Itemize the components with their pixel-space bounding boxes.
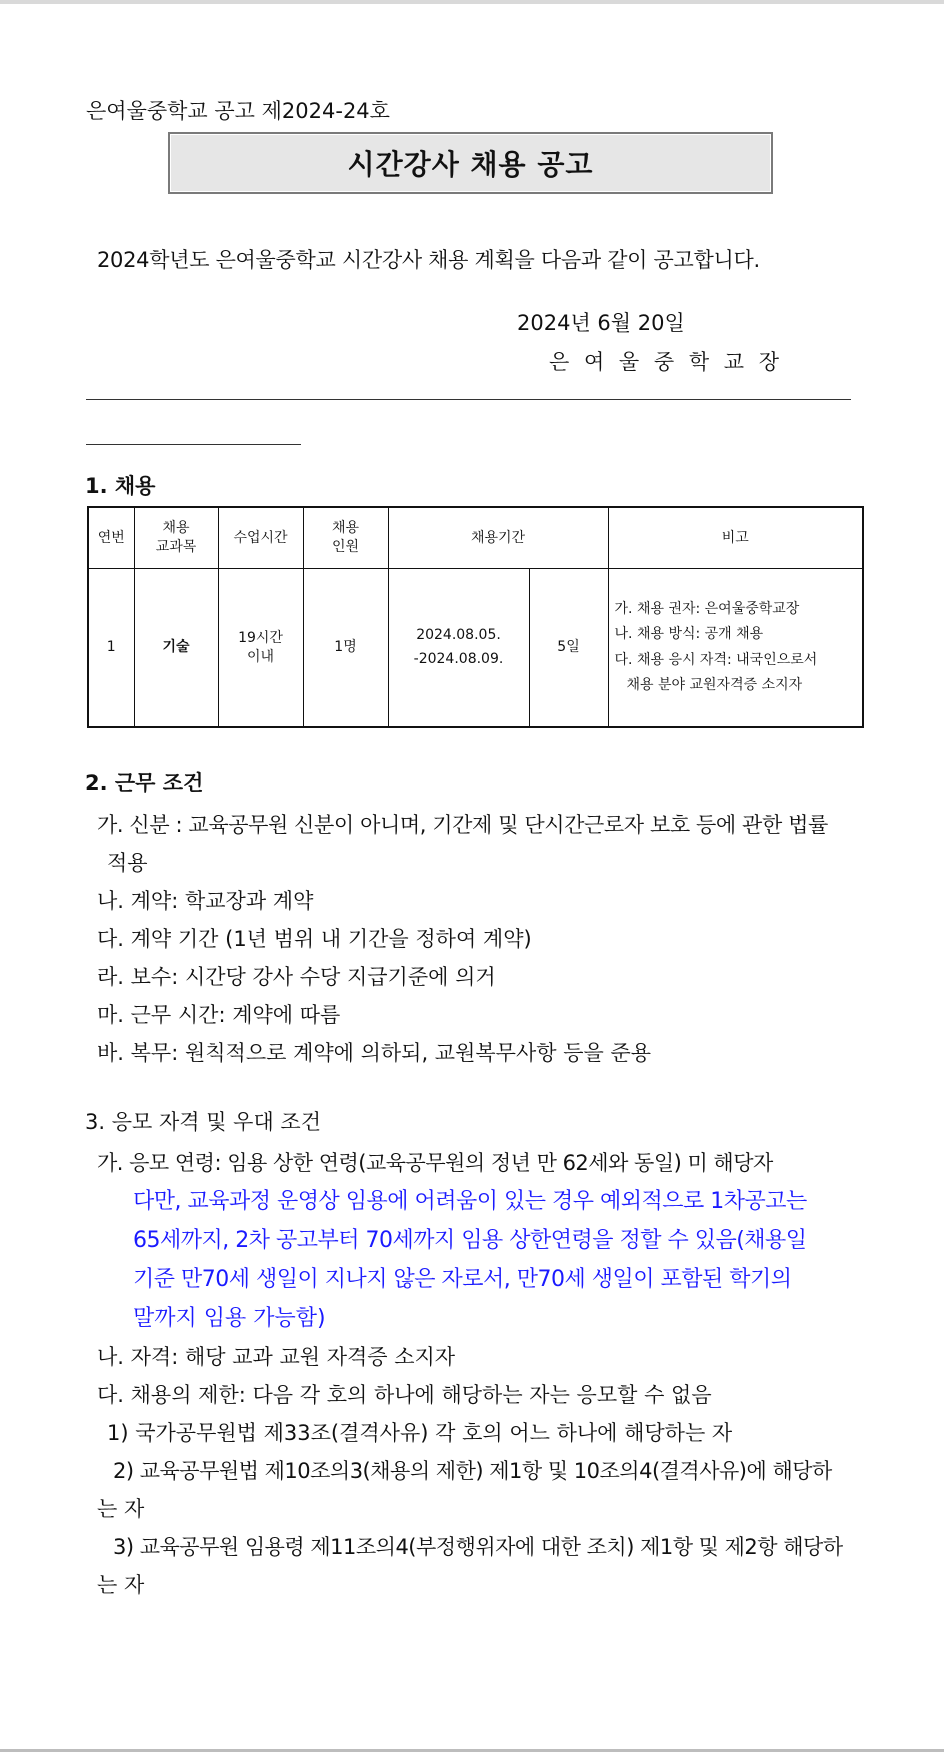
top-edge <box>0 0 944 4</box>
age-exception-line: 말까지 임용 가능함) <box>133 1306 326 1331</box>
header-note: 비고 <box>608 507 863 569</box>
header-subject-line1: 채용 <box>162 520 190 537</box>
list-item-restriction: 다. 채용의 제한: 다음 각 호의 하나에 해당하는 자는 응모할 수 없음 <box>97 1383 712 1407</box>
divider-line <box>86 399 851 400</box>
list-item: 라. 보수: 시간당 강사 수당 지급기준에 의거 <box>97 965 496 989</box>
list-item-age: 가. 응모 연령: 임용 상한 연령(교육공무원의 정년 만 62세와 동일) 미 해당자 <box>97 1151 773 1175</box>
restriction-item: 2) 교육공무원법 제10조의3(채용의 제한) 제1항 및 10조의4(결격사유)에 해당하 <box>113 1459 832 1483</box>
header-subject <box>134 507 218 569</box>
note-line: 나. 채용 방식: 공개 채용 <box>614 626 764 643</box>
cell-period-line1: 2024.08.05. <box>416 626 501 643</box>
cell-hours-line2: 이내 <box>246 648 275 665</box>
restriction-item: 1) 국가공무원법 제33조(결격사유) 각 호의 어느 하나에 해당하는 자 <box>107 1421 733 1445</box>
table-row <box>88 569 863 728</box>
hiring-table <box>87 506 864 728</box>
cell-period-line2: -2024.08.09. <box>413 650 504 667</box>
list-item: 바. 복무: 원칙적으로 계약에 의하되, 교원복무사항 등을 준용 <box>97 1041 652 1065</box>
divider-line-short <box>86 444 301 445</box>
notice-number: 은여울중학교 공고 제2024-24호 <box>86 99 390 123</box>
restriction-item: 3) 교육공무원 임용령 제11조의4(부정행위자에 대한 조치) 제1항 및 제2항 해당하 <box>113 1535 843 1559</box>
list-item: 마. 근무 시간: 계약에 따름 <box>97 1003 341 1027</box>
section-2-heading: 2. 근무 조건 <box>85 771 204 795</box>
header-subject-line2: 교과목 <box>155 539 197 555</box>
restriction-item: 는 자 <box>97 1573 145 1597</box>
intro-text: 2024학년도 은여울중학교 시간강사 채용 계획을 다음과 같이 공고합니다. <box>97 248 760 272</box>
list-item: 다. 계약 기간 (1년 범위 내 기간을 정하여 계약) <box>97 927 532 951</box>
note-line: 채용 분야 교원자격증 소지자 <box>626 676 803 693</box>
cell-count: 1명 <box>303 569 388 728</box>
header-no: 연번 <box>88 507 134 569</box>
note-line: 가. 채용 권자: 은여울중학교장 <box>614 601 800 618</box>
signature: 은 여 울 중 학 교 장 <box>549 350 784 374</box>
cell-note <box>608 569 863 728</box>
table-header-row <box>88 507 863 569</box>
cell-hours-line1: 19시간 <box>238 629 283 646</box>
restriction-item: 는 자 <box>97 1497 145 1521</box>
list-item: 나. 계약: 학교장과 계약 <box>97 889 314 913</box>
header-count-line2: 인원 <box>331 539 360 555</box>
age-exception-line: 기준 만70세 생일이 지나지 않은 자로서, 만70세 생일이 포함된 학기의 <box>133 1267 792 1292</box>
notice-date: 2024년 6월 20일 <box>517 311 685 335</box>
header-period: 채용기간 <box>388 507 608 569</box>
age-exception-line: 65세까지, 2차 공고부터 70세까지 임용 상한연령을 정할 수 있음(채용일 <box>133 1228 807 1253</box>
section-2-list <box>97 806 867 1072</box>
header-count-line1: 채용 <box>331 520 360 537</box>
cell-period <box>388 569 529 728</box>
list-item: 가. 신분 : 교육공무원 신분이 아니며, 기간제 및 단시간근로자 보호 등에 관한 법률 <box>97 813 828 837</box>
cell-days: 5일 <box>529 569 608 728</box>
header-hours: 수업시간 <box>218 507 303 569</box>
section-3-list <box>97 1144 877 1604</box>
list-item-qualification: 나. 자격: 해당 교과 교원 자격증 소지자 <box>97 1345 456 1369</box>
section-3-heading: 3. 응모 자격 및 우대 조건 <box>85 1110 321 1134</box>
cell-hours <box>218 569 303 728</box>
header-count <box>303 507 388 569</box>
cell-no: 1 <box>88 569 134 728</box>
list-item: 적용 <box>107 851 148 875</box>
page-title: 시간강사 채용 공고 <box>168 132 773 194</box>
cell-subject: 기술 <box>134 569 218 728</box>
note-line: 다. 채용 응시 자격: 내국인으로서 <box>614 651 818 668</box>
age-exception-line: 다만, 교육과정 운영상 임용에 어려움이 있는 경우 예외적으로 1차공고는 <box>133 1189 807 1214</box>
section-1-heading: 1. 채용 <box>85 474 156 498</box>
